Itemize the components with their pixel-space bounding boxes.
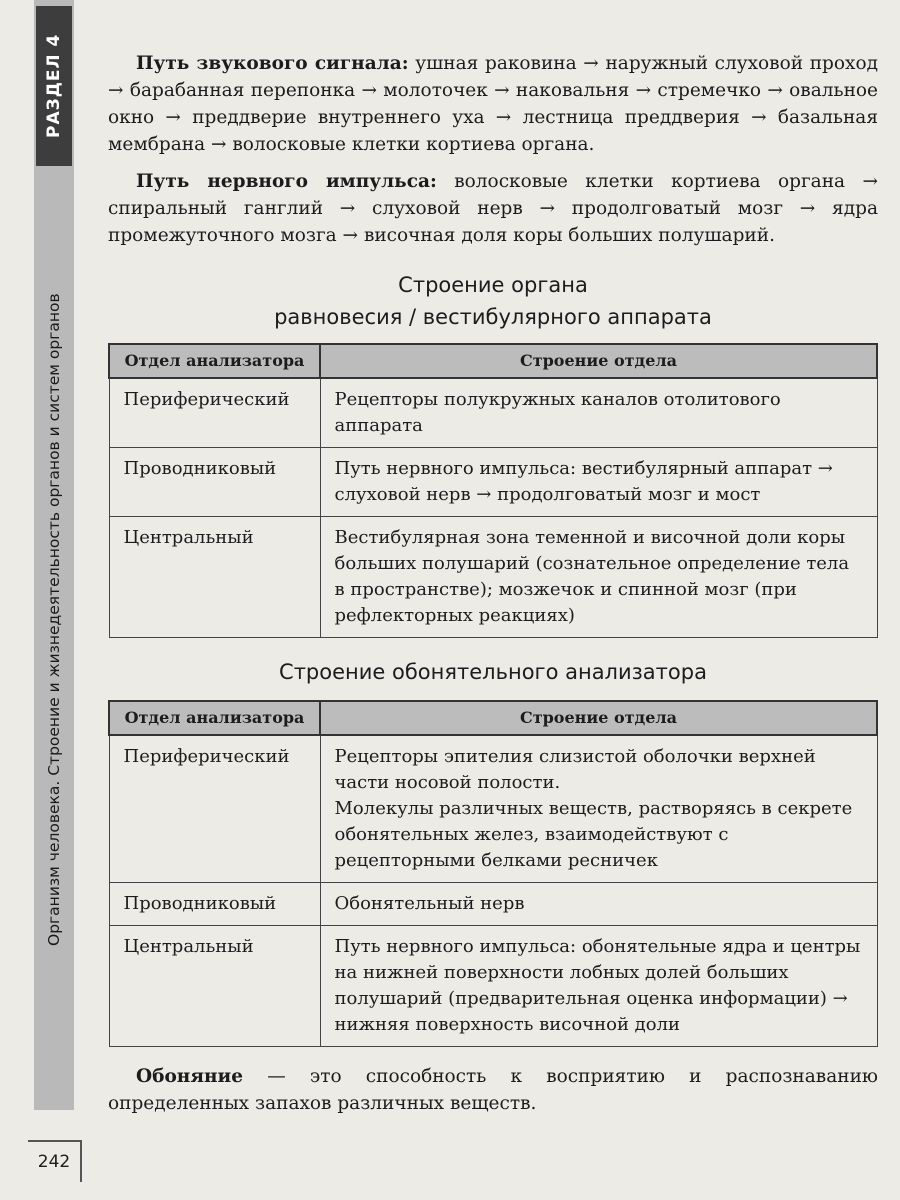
section-label: РАЗДЕЛ 4 bbox=[36, 6, 72, 166]
row-structure: Путь нервного импульса: вестибулярный аппарат → слуховой нерв → продолговатый мозг и мост bbox=[320, 448, 877, 517]
header-structure: Строение отдела bbox=[320, 701, 877, 735]
row-structure: Путь нервного импульса: обонятельные ядра и центры на нижней поверхности лобных долей больших полушарий (предварительная оценка информации) → нижняя поверхность височной доли bbox=[320, 926, 877, 1047]
sidebar bbox=[0, 0, 96, 1200]
chapter-title: Организм человека. Строение и жизнедеятельность органов и систем органов bbox=[45, 293, 63, 947]
table2-title: Строение обонятельного анализатора bbox=[279, 660, 707, 684]
table-header-row bbox=[109, 701, 877, 735]
smell-definition bbox=[108, 1063, 878, 1117]
row-department: Периферический bbox=[109, 378, 320, 448]
header-department: Отдел анализатора bbox=[109, 701, 320, 735]
table-row bbox=[109, 883, 877, 926]
row-structure: Обонятельный нерв bbox=[320, 883, 877, 926]
table-row bbox=[109, 735, 877, 883]
header-department: Отдел анализатора bbox=[109, 344, 320, 378]
row-structure-line: Молекулы различных веществ, растворяясь в секрете обонятельных желез, взаимодействуют с рецепторными белками ресничек bbox=[334, 798, 853, 871]
header-structure: Строение отдела bbox=[320, 344, 877, 378]
sound-path-lead: Путь звукового сигнала: bbox=[136, 53, 409, 74]
sound-path-paragraph bbox=[108, 50, 878, 158]
sound-path-text: ушная раковина → наружный слуховой проход → барабанная перепонка → молоточек → наковальня → стремечко → овальное окно → преддверие внутреннего уха → лестница преддверия → базальная мембрана → волосковые клетки кортиева органа. bbox=[108, 53, 878, 155]
table1-title-line1: Строение органа bbox=[398, 273, 588, 297]
olfactory-table bbox=[108, 700, 878, 1047]
table1-title-line2: равновесия / вестибулярного аппарата bbox=[274, 305, 712, 329]
vestibular-table bbox=[108, 343, 878, 638]
row-department: Центральный bbox=[109, 517, 320, 638]
nerve-path-text: волосковые клетки кортиева органа → спиральный ганглий → слуховой нерв → продолговатый мозг → ядра промежуточного мозга → височная доля коры больших полушарий. bbox=[108, 171, 879, 246]
row-department: Периферический bbox=[109, 735, 320, 883]
smell-text: — это способность к восприятию и распознаванию определенных запахов различных веществ. bbox=[108, 1066, 878, 1114]
row-structure-line: Рецепторы эпителия слизистой оболочки верхней части носовой полости. bbox=[334, 746, 816, 793]
row-structure bbox=[320, 735, 877, 883]
row-structure: Рецепторы полукружных каналов отолитового аппарата bbox=[320, 378, 877, 448]
page-content bbox=[108, 50, 878, 1127]
table-row bbox=[109, 378, 877, 448]
row-department: Проводниковый bbox=[109, 883, 320, 926]
nerve-path-paragraph bbox=[108, 168, 878, 249]
smell-term: Обоняние bbox=[136, 1066, 244, 1087]
table-header-row bbox=[109, 344, 877, 378]
page-number: 242 bbox=[28, 1140, 82, 1182]
row-department: Проводниковый bbox=[109, 448, 320, 517]
row-structure: Вестибулярная зона теменной и височной доли коры больших полушарий (сознательное определение тела в пространстве); мозжечок и спинной мозг (при рефлекторных реакциях) bbox=[320, 517, 877, 638]
table-row bbox=[109, 448, 877, 517]
nerve-path-lead: Путь нервного импульса: bbox=[136, 171, 437, 192]
table-row bbox=[109, 517, 877, 638]
row-department: Центральный bbox=[109, 926, 320, 1047]
table-row bbox=[109, 926, 877, 1047]
